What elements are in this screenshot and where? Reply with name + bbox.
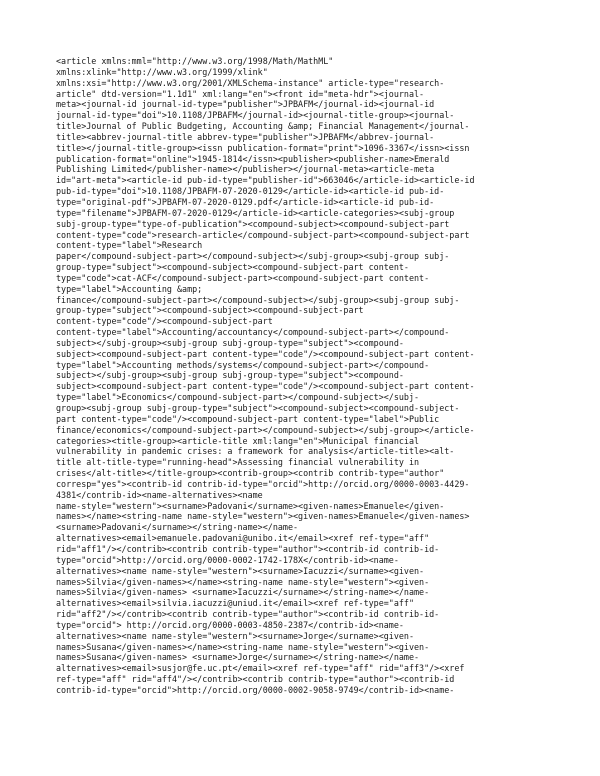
code-line: names>Silvia</given-names> <surname>Iacuzzi</surname></string-name></name- (56, 587, 430, 598)
code-line: ref-type="aff" rid="aff4"/></contrib><contrib contrib-type="author"><contrib-id (56, 674, 455, 685)
code-line: finance</compound-subject-part></compound-subject></subj-group><subj-group subj- (56, 294, 460, 305)
code-line: rid="aff2"/></contrib><contrib contrib-type="author"><contrib-id contrib-id- (56, 609, 440, 620)
code-line: content-type="code">research-article</compound-subject-part><compound-subject-part (56, 229, 470, 240)
code-line: finance/economics</compound-subject-part></compound-subject></subj-group></article- (56, 424, 475, 435)
code-line: title alt-title-type="running-head">Assessing financial vulnerability in (56, 457, 420, 468)
code-line: <surname>Padovani</surname></string-name></name- (56, 522, 299, 533)
code-line: vulnerability in pandemic crises: a framework for analysis</article-title><alt- (56, 446, 455, 457)
code-line: title><abbrev-journal-title abbrev-type="publisher">JPBAFM</abbrev-journal- (56, 131, 435, 142)
code-line: subject><compound-subject-part content-type="code"/><compound-subject-part content- (56, 381, 475, 392)
code-line: type="orcid"> http://orcid.org/0000-0003-4850-2387</contrib-id><name- (56, 619, 404, 630)
code-line: alternatives><name name-style="western"><surname>Jorge</surname><given- (56, 630, 414, 641)
code-line: rid="aff1"/></contrib><contrib contrib-type="author"><contrib-id contrib-id- (56, 543, 440, 554)
code-line: <article xmlns:mml="http://www.w3.org/1998/Math/MathML" (56, 56, 334, 66)
code-line: contrib-id-type="orcid">http://orcid.org/0000-0002-9058-9749</contrib-id><name- (56, 684, 455, 695)
code-line: alternatives><email>emanuele.padovani@unibo.it</email><xref ref-type="aff" (56, 533, 430, 544)
code-line: type="filename">JPBAFM-07-2020-0129</article-id><article-categories><subj-group (56, 207, 455, 218)
code-line: type="label">Accounting &amp; (56, 283, 203, 294)
code-line: Publishing Limited</publisher-name></publisher></journal-meta><article-meta (56, 164, 435, 175)
code-line: type="code">cat-ACF</compound-subject-part><compound-subject-part content- (56, 272, 430, 283)
code-line: content-type="code"/><compound-subject-part (56, 316, 273, 327)
code-line: id="art-meta"><article-id pub-id-type="publisher-id">663046</article-id><article-id (56, 175, 475, 186)
code-line: paper</compound-subject-part></compound-subject></subj-group><subj-group subj- (56, 251, 450, 262)
code-line: crises</alt-title></title-group><contrib-group><contrib contrib-type="author" (56, 468, 445, 479)
code-line: title></journal-title-group><issn publication-format="print">1096-3367</issn><issn (56, 142, 470, 153)
code-line: categories><title-group><article-title xml:lang="en">Municipal financial (56, 435, 420, 446)
code-line: alternatives><email>silvia.iacuzzi@uniud.it</email><xref ref-type="aff" (56, 598, 414, 609)
code-line: alternatives><email>susjor@fe.uc.pt</email><xref ref-type="aff" rid="aff3"/><xref (56, 663, 465, 674)
code-line: subj-group-type="type-of-publication"><compound-subject><compound-subject-part (56, 218, 450, 229)
code-line: 4381</contrib-id><name-alternatives><name (56, 489, 263, 500)
code-line: names>Susana</given-names> <surname>Jorge</surname></string-name></name- (56, 652, 420, 663)
code-line: group-type="subject"><compound-subject><compound-subject-part content- (56, 262, 409, 273)
code-line: part content-type="code"/><compound-subject-part content-type="label">Public (56, 413, 440, 424)
code-line: group><subj-group subj-group-type="subject"><compound-subject><compound-subject- (56, 403, 460, 413)
code-line: type="label">Accounting methods/systems</compound-subject-part></compound- (56, 359, 430, 370)
code-line: type="orcid">http://orcid.org/0000-0002-1742-178X</contrib-id><name- (56, 554, 399, 565)
code-line: xmlns:xsi="http://www.w3.org/2001/XMLSchema-instance" article-type="research- (56, 77, 445, 88)
code-line: names>Susana</given-names></name><string-name name-style="western"><given- (56, 641, 430, 652)
code-line: title>Journal of Public Budgeting, Accounting &amp; Financial Management</journal- (56, 121, 470, 132)
code-line: type="original-pdf">JPBAFM-07-2020-0129.pdf</article-id><article-id pub-id- (56, 196, 435, 207)
xml-source-text (56, 56, 556, 696)
code-line: names>Silvia</given-names></name><string-name name-style="western"><given- (56, 576, 430, 587)
code-line: name-style="western"><surname>Padovani</surname><given-names>Emanuele</given- (56, 500, 445, 511)
code-line: group-type="subject"><compound-subject><compound-subject-part (56, 305, 364, 316)
code-line: journal-id-type="doi">10.1108/JPBAFM</journal-id><journal-title-group><journal- (56, 110, 455, 121)
code-line: pub-id-type="doi">10.1108/JPBAFM-07-2020-0129</article-id><article-id pub-id- (56, 186, 445, 197)
code-line: subject><compound-subject-part content-type="code"/><compound-subject-part content- (56, 348, 475, 359)
code-line: type="label">Economics</compound-subject-part></compound-subject></subj- (56, 392, 420, 403)
code-line: content-type="label">Accounting/accountancy</compound-subject-part></compound- (56, 327, 450, 338)
code-line: xmlns:xlink="http://www.w3.org/1999/xlink" (56, 66, 268, 77)
code-line: names></name><string-name name-style="western"><given-names>Emanuele</given-names> (56, 511, 470, 522)
code-line: content-type="label">Research (56, 240, 203, 251)
code-line: subject></subj-group><subj-group subj-group-type="subject"><compound- (56, 370, 404, 381)
code-line: corresp="yes"><contrib-id contrib-id-type="orcid">http://orcid.org/0000-0003-4429- (56, 478, 470, 489)
code-line: subject></subj-group><subj-group subj-group-type="subject"><compound- (56, 337, 404, 348)
code-line: meta><journal-id journal-id-type="publisher">JPBAFM</journal-id><journal-id (56, 99, 435, 110)
code-line: publication-format="online">1945-1814</issn><publisher><publisher-name>Emerald (56, 153, 450, 164)
code-line: alternatives><name name-style="western"><surname>Iacuzzi</surname><given- (56, 565, 425, 576)
code-line: article" dtd-version="1.1d1" xml:lang="en"><front id="meta-hdr"><journal- (56, 88, 425, 99)
